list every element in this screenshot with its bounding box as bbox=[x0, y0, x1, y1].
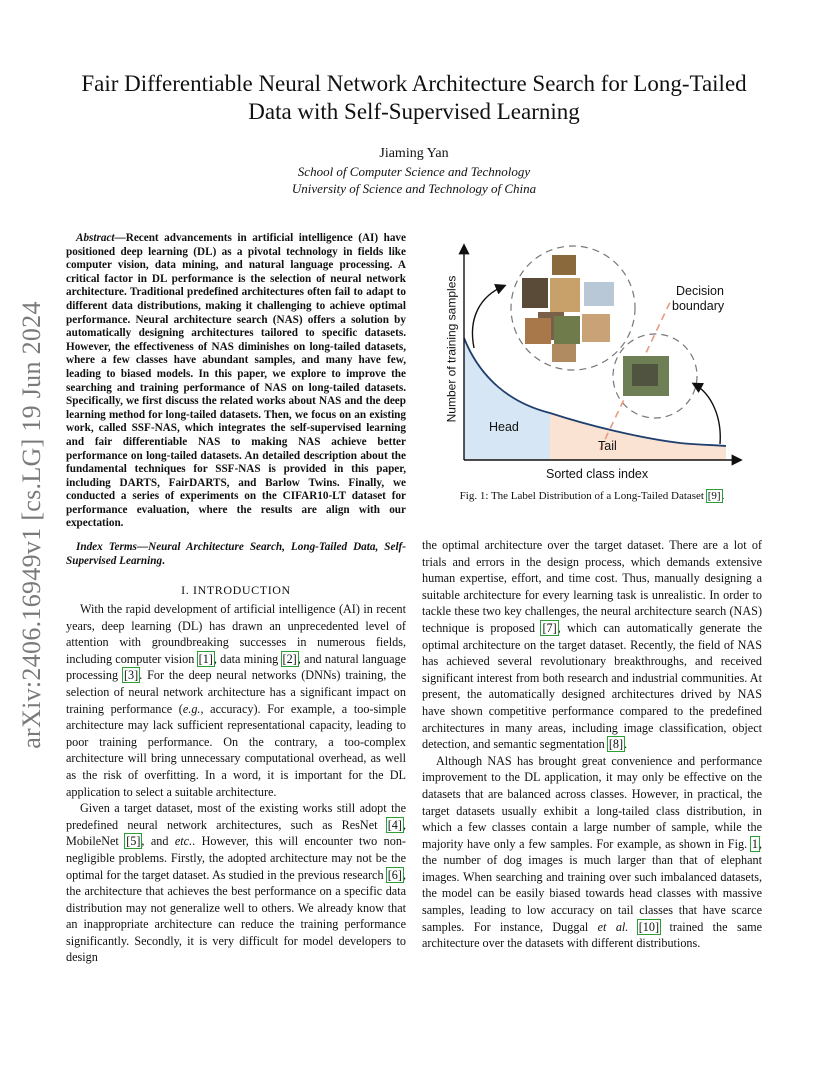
figure-tail-label: Tail bbox=[598, 439, 617, 453]
figure-y-axis-label: Number of training samples bbox=[444, 275, 459, 423]
citation-link[interactable]: [8] bbox=[608, 737, 624, 752]
figure-decision-label-line1: Decision bbox=[676, 284, 724, 298]
citation-link[interactable]: [1] bbox=[198, 651, 213, 666]
author-name: Jiaming Yan bbox=[379, 146, 449, 161]
intro-left-column bbox=[66, 601, 406, 966]
figure-decision-label-line2: boundary bbox=[672, 299, 725, 313]
affiliation-school: School of Computer Science and Technology bbox=[297, 164, 531, 179]
intro-paragraph-1: With the rapid development of artificial intelligence (AI) in recent years, deep learning (DL) has drawn an unprecedented level of attention with groundbreaking successes in numerous fields, including computer vision [1], data mining [2], and natural language processing [3]. For the deep neural networks (DNNs) training, the selection of neural network architecture has a significant impact on training performance (e.g., accuracy). For example, a too-simple architecture may lack sufficient representational capacity, leading to poor training performance. On the contrary, a too-complex architecture will bring unnecessary computational overhead, as well as the risk of overfitting. In a word, it is important for the DL application to select a suitable architecture. bbox=[66, 602, 406, 799]
paper-title: Fair Differentiable Neural Network Architecture Search for Long-Tailed Data with Self-Supervised Learning bbox=[81, 71, 747, 124]
right-paragraph-1: the optimal architecture over the target dataset. There are a lot of trials and errors in the design process, which demands extensive human expertise, effort, and time cost. Thus, manually designing a suitable architecture for every learning task is unrealistic. In order to tackle these two key challenges, the neural architecture search (NAS) technique is proposed [7], which can automatically generate the optimal architecture on the target dataset. Recently, the field of NAS has achieved several revolutionary breakthroughs, and received significant interest from both research and industrial communities. At present, the automatically designed architectures drived by NAS have shown competitive performance compared to the predefined architectures in many areas, including image classification, object detection, and semantic segmentation [8]. bbox=[422, 538, 763, 752]
abstract-text: Recent advancements in artificial intelligence (AI) have positioned deep learning (DL) as a pivotal technology in fields like computer vision, data mining, and natural language processing. A critical factor in DL performance is the selection of neural network architecture. Traditional predefined architectures often fail to adapt to different data distributions, making it challenging to achieve optimal performance. Neural architecture search (NAS) offers a solution by automatically designing architectures tailored to specific datasets. However, the effectiveness of NAS diminishes on long-tailed datasets, where a few classes have abundant samples, and many have few, leading to biased models. In this paper, we explore to improve the searching and training performance of NAS on long-tailed datasets. Specifically, we first discuss the related works about NAS and the deep learning method for long-tailed datasets. Then, we focus on an existing work, called SSF-NAS, which integrates the self-supervised learning and fair differentiable NAS to making NAS achieve better performance on long-tailed datasets. An detailed description about the fundamental techniques for SSF-NAS is provided in this paper, including DARTS, FairDARTS, and Barlow Twins. Finally, we conducted a series of experiments on the CIFAR10-LT dataset for performance evaluation, where the results are align with our expectation. bbox=[66, 232, 406, 530]
arxiv-sidebar bbox=[14, 290, 50, 760]
section-heading-introduction: I. INTRODUCTION bbox=[181, 583, 291, 597]
intro-paragraph-2: Given a target dataset, most of the existing works still adopt the predefined neural network architectures, such as ResNet [4], MobileNet [5], and etc.. However, this will encounter two non-negligible problems. Firstly, the adopted architecture may not be the optimal for the target dataset. As studied in the previous research [6], the architecture that achieves the best performance on a specific data distribution may not generalize well to others. We already know that an inappropriate architecture can reduce the training performance significantly. Secondly, it is very difficult for model developers to design bbox=[66, 801, 406, 965]
abstract: Abstract—Recent advancements in artificial intelligence (AI) have positioned deep learning (DL) as a pivotal technology in fields like computer vision, data mining, and natural language processing. A critical factor in DL performance is the selection of neural network architecture. Traditional predefined architectures often fail to adapt to different data distributions, making it challenging to achieve optimal performance. Neural architecture search (NAS) offers a solution by automatically designing architectures tailored to specific datasets. However, the effectiveness of NAS diminishes on long-tailed datasets, where a few classes have abundant samples, and many have few, leading to biased models. In this paper, we explore to improve the searching and training performance of NAS on long-tailed datasets. Specifically, we first discuss the related works about NAS and the deep learning method for long-tailed datasets. Then, we focus on an existing work, called SSF-NAS, which integrates the self-supervised learning and fair differentiable NAS to making NAS achieve better performance on long-tailed datasets. An detailed description about the fundamental techniques for SSF-NAS is provided in this paper, including DARTS, FairDARTS, and Barlow Twins. Finally, we conducted a series of experiments on the CIFAR10-LT dataset for performance evaluation, where the results are align with our expectation. bbox=[66, 232, 406, 530]
index-terms-label: Index Terms bbox=[76, 541, 137, 553]
arxiv-identifier: arXiv:2406.16949v1 [cs.LG] 19 Jun 2024 bbox=[17, 301, 47, 749]
head-arrow bbox=[472, 286, 504, 348]
figure-reference-link[interactable]: 1 bbox=[751, 836, 758, 851]
intro-right-column bbox=[422, 537, 762, 952]
index-terms: Index Terms—Neural Architecture Search, Long-Tailed Data, Self-Supervised Learning. bbox=[66, 541, 406, 567]
head-region bbox=[464, 338, 550, 460]
citation-link[interactable]: [6] bbox=[387, 867, 402, 882]
dog-images bbox=[522, 255, 614, 362]
citation-link[interactable]: [4] bbox=[387, 817, 402, 832]
citation-link[interactable]: [3] bbox=[123, 668, 139, 683]
citation-link[interactable]: [5] bbox=[126, 834, 141, 849]
citation-link[interactable]: [2] bbox=[282, 651, 297, 666]
index-terms-text: Neural Architecture Search, Long-Tailed Data, Self-Supervised Learning bbox=[66, 541, 406, 567]
citation-link[interactable]: [9] bbox=[707, 490, 721, 502]
citation-link[interactable]: [7] bbox=[542, 620, 557, 635]
figure-long-tailed-distribution bbox=[440, 238, 750, 486]
affiliation-university: University of Science and Technology of China bbox=[291, 181, 537, 196]
tail-arrow bbox=[694, 384, 720, 444]
abstract-label: Abstract bbox=[76, 232, 115, 244]
figure-head-label: Head bbox=[489, 420, 519, 434]
figure-x-axis-label: Sorted class index bbox=[546, 467, 649, 481]
citation-link[interactable]: [10] bbox=[638, 919, 660, 934]
figure-y-axis-label-wrap bbox=[436, 238, 466, 460]
right-paragraph-2: Although NAS has brought great convenience and performance improvement to the DL application, it may only be effective on the datasets that are balanced across classes. However, in practical, the target datasets usually exhibit a long-tailed class distribution, in which a few classes contain a large number of sample, while the majority have only a few samples. For example, as shown in Fig. 1, the number of dog images is much larger than that of elephant images. When searching and training over such imbalanced datasets, the model can be easily biased towards head classes with massive samples, leading to low accuracy on tail classes that have scarce samples. For instance, Duggal et al. [10] trained the same architecture over the datasets with different distributions. bbox=[422, 753, 762, 951]
figure-caption: Fig. 1: The Label Distribution of a Long-Tailed Dataset [9]. bbox=[459, 490, 725, 502]
elephant-image bbox=[623, 356, 669, 396]
